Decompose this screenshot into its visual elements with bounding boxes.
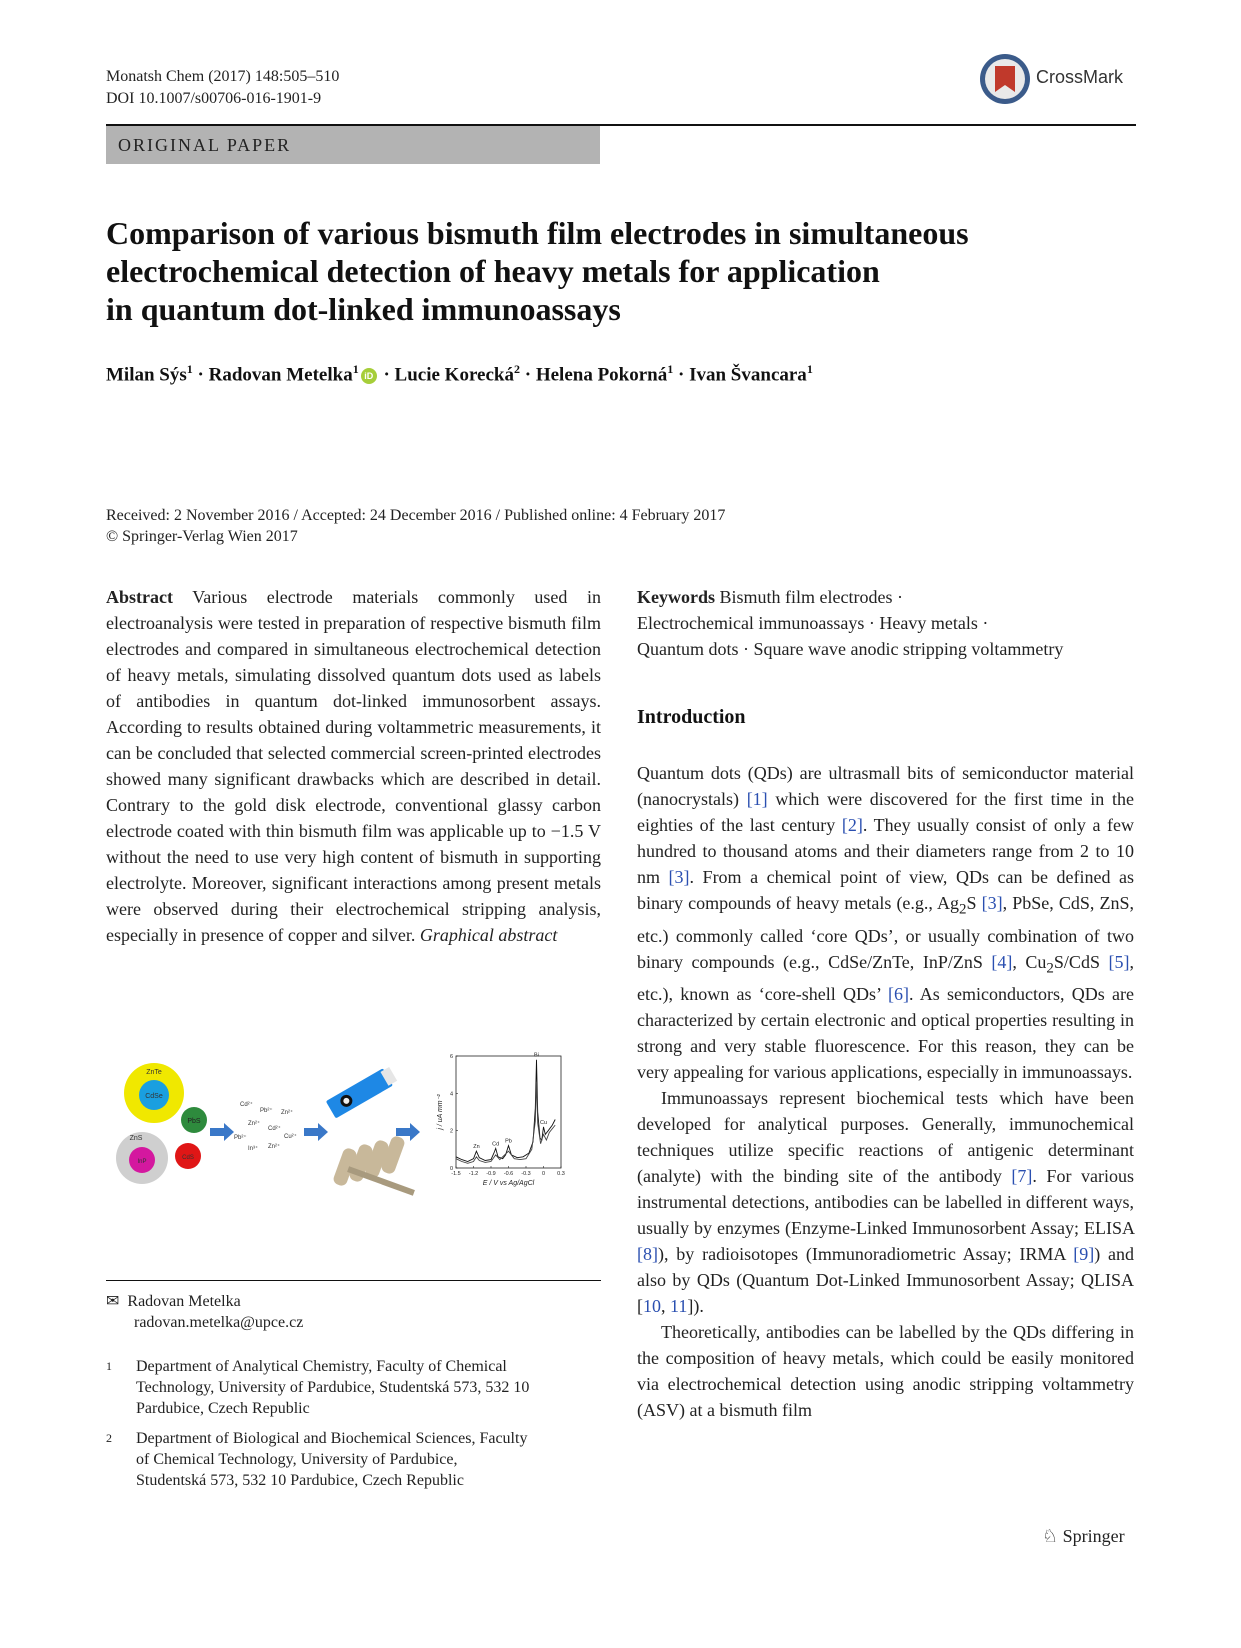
author-affiliation-marker: 2 bbox=[513, 362, 520, 376]
abstract bbox=[106, 584, 601, 948]
abstract-heading: Abstract bbox=[106, 587, 173, 607]
ion-label: Zn²⁺ bbox=[281, 1110, 294, 1116]
crossmark-badge[interactable] bbox=[978, 50, 1138, 110]
graphical-abstract bbox=[106, 1048, 601, 1218]
author-name[interactable]: Milan Sýs bbox=[106, 364, 187, 386]
text-run: , etc.), known as ‘core-shell QDs’ bbox=[637, 951, 1134, 1005]
keywords-line: Bismuth film electrodes · bbox=[719, 587, 903, 607]
qd-label-zns: ZnS bbox=[129, 1135, 143, 1142]
voltammogram-chart bbox=[437, 1053, 565, 1187]
keywords-heading: Keywords bbox=[637, 587, 715, 607]
text-run: . From a chemical point of view, QDs can be defined as binary compounds of heavy metals (e.g., Ag bbox=[637, 867, 1134, 913]
author-name[interactable]: Helena Pokorná bbox=[535, 364, 668, 386]
affiliation bbox=[106, 1356, 601, 1419]
peak-label: Bi bbox=[534, 1052, 539, 1059]
section-label-text: ORIGINAL PAPER bbox=[118, 135, 292, 155]
disk-electrodes-icon bbox=[332, 1135, 415, 1196]
arrow-icon bbox=[304, 1123, 328, 1141]
graphical-abstract-label: Graphical abstract bbox=[419, 925, 558, 945]
peak-label: Cd bbox=[492, 1141, 500, 1148]
citation-link[interactable]: [3] bbox=[981, 893, 1003, 913]
text-run: . For various instrumental detections, antibodies can be labelled in different ways, usually by enzymes (Enzyme-Linked Immunosorbent Assay; ELISA bbox=[637, 1166, 1134, 1239]
text-run: Immunoassays represent biochemical tests which have been developed for analytical purposes. Generally, immunochemical techniques utilize specific reactions of antigenic determinant (analyte) with the binding site of the antibody bbox=[637, 1088, 1134, 1187]
copyright-line: © Springer-Verlag Wien 2017 bbox=[106, 528, 298, 545]
voltammogram-series bbox=[456, 1060, 555, 1162]
citation-link[interactable]: [2] bbox=[841, 815, 863, 835]
peak-label: Cu bbox=[539, 1119, 548, 1126]
keywords-line: Quantum dots · Square wave anodic stripping voltammetry bbox=[637, 639, 1064, 659]
publication-dates bbox=[106, 505, 725, 547]
crossmark-label: CrossMark bbox=[1036, 67, 1124, 87]
citation-link[interactable]: 10 bbox=[643, 1296, 661, 1317]
subscript: 2 bbox=[959, 901, 967, 918]
y-tick-label: 4 bbox=[449, 1091, 453, 1098]
qd-label-pbs: PbS bbox=[187, 1118, 201, 1125]
introduction-paragraph bbox=[637, 1085, 1134, 1319]
text-run: ]). bbox=[687, 1296, 704, 1317]
qd-label-cdse: CdSe bbox=[145, 1093, 163, 1100]
text-run: , Cu bbox=[1012, 951, 1047, 972]
affiliation bbox=[106, 1428, 601, 1491]
affiliation-line: Technology, University of Pardubice, Studentská 573, 532 10 bbox=[136, 1379, 530, 1396]
affiliation-line: Department of Analytical Chemistry, Faculty of Chemical bbox=[136, 1358, 507, 1375]
journal-citation bbox=[106, 66, 339, 110]
envelope-icon: ✉ bbox=[106, 1291, 120, 1310]
doi-line[interactable]: DOI 10.1007/s00706-016-1901-9 bbox=[106, 90, 322, 107]
introduction-paragraph bbox=[637, 760, 1134, 1085]
abstract-text: Various electrode materials commonly used in electroanalysis were tested in preparation of respective bismuth film electrodes and compared in simultaneous electrochemical detection of heavy metals, simulating dissolved quantum dots used as labels of antibodies in quantum dot-linked immunosorbent assays. According to results obtained during voltammetric measurements, it can be concluded that selected commercial screen-printed electrodes showed many significant drawbacks which are described in detail. Contrary to the gold disk electrode, conventional glassy carbon electrode coated with thin bismuth film was applicable up to −1.5 V without the need to use very high content of bismuth in supporting electrolyte. Moreover, significant interactions among present metals were observed during their electrochemical stripping analysis, especially in presence of copper and silver. bbox=[106, 587, 601, 945]
x-tick-label: -0.6 bbox=[503, 1171, 514, 1177]
screen-printed-electrode-icon bbox=[326, 1065, 398, 1118]
text-run: . As semiconductors, QDs are characterized by certain electronic and optical properties resulting in strong and very stable fluorescence. For this reason, they can be very appealing for various applications, especially in immunoassays. bbox=[637, 984, 1134, 1083]
affiliation-number: 1 bbox=[106, 1359, 112, 1373]
title-line: Comparison of various bismuth film electrodes in simultaneous bbox=[106, 215, 969, 251]
text-run: which were discovered for the first time in the eighties of the last century bbox=[637, 789, 1134, 835]
x-tick-label: -0.3 bbox=[521, 1171, 531, 1177]
x-tick-label: -0.9 bbox=[486, 1171, 496, 1177]
y-tick-label: 6 bbox=[449, 1054, 453, 1060]
ion-label: Pb²⁺ bbox=[234, 1135, 247, 1141]
title-line: electrochemical detection of heavy metals for application bbox=[106, 253, 880, 289]
affiliation-line: Pardubice, Czech Republic bbox=[136, 1400, 310, 1417]
y-axis-label: j / uA mm⁻² bbox=[437, 1094, 444, 1130]
x-tick-label: 0.3 bbox=[557, 1171, 565, 1177]
publisher-logo bbox=[1042, 1526, 1125, 1547]
citation-link[interactable]: [5] bbox=[1108, 951, 1130, 972]
affiliation-line: Studentská 573, 532 10 Pardubice, Czech Republic bbox=[136, 1472, 464, 1489]
title-line: in quantum dot-linked immunoassays bbox=[106, 291, 621, 327]
y-tick-label: 2 bbox=[449, 1128, 453, 1135]
affiliation-line: Department of Biological and Biochemical Sciences, Faculty bbox=[136, 1430, 528, 1447]
author-affiliation-marker: 1 bbox=[667, 362, 674, 376]
dates-line: Received: 2 November 2016 / Accepted: 24 December 2016 / Published online: 4 February 2017 bbox=[106, 507, 726, 524]
footnote-rule bbox=[106, 1280, 601, 1281]
peak-label: Pb bbox=[505, 1138, 512, 1145]
x-tick-label: -1.2 bbox=[468, 1171, 479, 1177]
text-run: S bbox=[966, 893, 982, 913]
peak-label: Zn bbox=[473, 1144, 480, 1151]
citation-link[interactable]: [7] bbox=[1011, 1166, 1033, 1187]
text-run: . They usually consist of only a few hundred to thousand atoms and their diameters range from 2 to 10 nm bbox=[637, 815, 1134, 887]
author-affiliation-marker: 1 bbox=[186, 362, 193, 376]
text-run: , bbox=[661, 1296, 670, 1317]
corresponding-author bbox=[106, 1290, 303, 1333]
introduction-heading: Introduction bbox=[637, 706, 746, 728]
citation-link[interactable]: 11 bbox=[670, 1296, 688, 1317]
ion-label: Pb²⁺ bbox=[260, 1108, 273, 1114]
qd-label-znte: ZnTe bbox=[146, 1069, 162, 1076]
x-tick-label: 0 bbox=[541, 1171, 546, 1177]
affiliation-line: of Chemical Technology, University of Pardubice, bbox=[136, 1451, 458, 1468]
text-run: S/CdS bbox=[1053, 951, 1109, 972]
corresponding-name: Radovan Metelka bbox=[127, 1293, 241, 1310]
ion-label: Zn²⁺ bbox=[268, 1144, 281, 1150]
publisher-name: Springer bbox=[1062, 1526, 1125, 1546]
author-name[interactable]: Radovan Metelka bbox=[208, 364, 353, 386]
citation-link[interactable]: [1] bbox=[746, 789, 768, 809]
author-affiliation-marker: 1 bbox=[352, 362, 359, 376]
introduction-body bbox=[637, 760, 1134, 1423]
corresponding-email[interactable]: radovan.metelka@upce.cz bbox=[134, 1314, 304, 1331]
text-run: Quantum dots (QDs) are ultrasmall bits of semiconductor material (nanocrystals) bbox=[637, 763, 1134, 809]
affiliation-number: 2 bbox=[106, 1431, 112, 1445]
qd-label-inp: InP bbox=[137, 1159, 147, 1165]
subscript: 2 bbox=[1046, 960, 1054, 977]
citation-link[interactable]: [8] bbox=[637, 1244, 658, 1265]
author-name[interactable]: Lucie Korecká bbox=[394, 364, 514, 386]
text-run: ), by radioisotopes (Immunoradiometric Assay; IRMA bbox=[658, 1244, 1074, 1265]
text-run: Theoretically, antibodies can be labelled by the QDs differing in the composition of heavy metals, which could be easily monitored via electrochemical detection using anodic stripping voltammetry (ASV) at a bismuth film bbox=[637, 1322, 1134, 1421]
text-run: , PbSe, CdS, ZnS, etc.) commonly called ‘core QDs’, or usually combination of two binary compounds (e.g., CdSe/ZnTe, InP/ZnS bbox=[637, 893, 1134, 972]
author-affiliation-marker: 1 bbox=[806, 362, 813, 376]
citation-link[interactable]: [9] bbox=[1073, 1244, 1095, 1265]
arrow-icon bbox=[210, 1123, 234, 1141]
springer-horse-icon: ♘ bbox=[1042, 1526, 1059, 1547]
citation-link[interactable]: [6] bbox=[887, 984, 909, 1005]
journal-line: Monatsh Chem (2017) 148:505–510 bbox=[106, 68, 340, 85]
ion-label: Cd²⁺ bbox=[240, 1102, 253, 1108]
crossmark-icon bbox=[978, 52, 1032, 106]
x-axis-label: E / V vs Ag/AgCl bbox=[482, 1180, 535, 1187]
text-run: ) and also by QDs (Quantum Dot-Linked Immunosorbent Assay; QLISA [ bbox=[637, 1244, 1134, 1317]
paper-title bbox=[106, 214, 1106, 328]
author-name[interactable]: Ivan Švancara bbox=[689, 364, 807, 386]
section-label bbox=[106, 126, 600, 164]
author-list: Milan Sýs$^1$ · Radovan Metelka$^1$ iD · Lucie Korecká$^2$ · Helena Pokorná$^1$ · Ivan Švancara$^1$ bbox=[106, 362, 813, 386]
qd-label-cds: CdS bbox=[182, 1155, 194, 1161]
x-tick-label: -1.5 bbox=[451, 1171, 461, 1177]
citation-link[interactable]: [4] bbox=[991, 951, 1013, 972]
keywords bbox=[637, 584, 1134, 662]
ion-label: Zn²⁺ bbox=[248, 1121, 261, 1127]
ion-label: Cu²⁺ bbox=[284, 1134, 297, 1140]
orcid-icon[interactable]: iD bbox=[361, 368, 377, 384]
citation-link[interactable]: [3] bbox=[668, 867, 690, 887]
introduction-paragraph bbox=[637, 1319, 1134, 1423]
ion-label: In³⁺ bbox=[248, 1146, 259, 1152]
y-tick-label: 0 bbox=[449, 1166, 453, 1172]
ion-label: Cd²⁺ bbox=[268, 1126, 281, 1132]
keywords-line: Electrochemical immunoassays · Heavy metals · bbox=[637, 613, 989, 633]
